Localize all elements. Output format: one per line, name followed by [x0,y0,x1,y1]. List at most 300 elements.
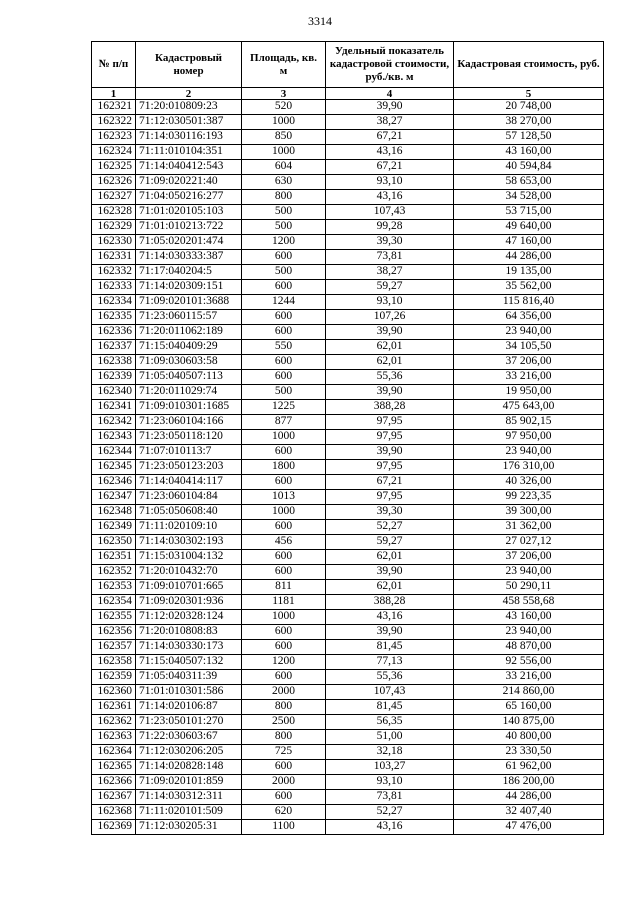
cell-cadastral-value: 37 206,00 [454,355,604,370]
cell-cadastral-value: 40 800,00 [454,730,604,745]
cell-unit-value: 52,27 [326,520,454,535]
cell-cadastral-number: 71:12:030206:205 [136,745,242,760]
table-row [92,535,604,550]
cell-cadastral-value: 44 286,00 [454,250,604,265]
cell-cadastral-value: 19 950,00 [454,385,604,400]
cell-row-number: 162346 [92,475,136,490]
cell-unit-value: 67,21 [326,160,454,175]
cell-cadastral-number: 71:17:040204:5 [136,265,242,280]
cell-cadastral-value: 23 330,50 [454,745,604,760]
table-row [92,415,604,430]
cell-area: 604 [242,160,326,175]
cell-cadastral-number: 71:11:020109:10 [136,520,242,535]
table-row [92,130,604,145]
cell-cadastral-number: 71:12:030205:31 [136,820,242,835]
cell-area: 600 [242,250,326,265]
cell-unit-value: 97,95 [326,460,454,475]
cell-unit-value: 43,16 [326,610,454,625]
cell-cadastral-number: 71:14:020828:148 [136,760,242,775]
table-row [92,505,604,520]
table-row [92,730,604,745]
cell-cadastral-number: 71:05:040311:39 [136,670,242,685]
cell-area: 600 [242,325,326,340]
cell-row-number: 162366 [92,775,136,790]
table-row [92,685,604,700]
cell-area: 500 [242,220,326,235]
cell-row-number: 162358 [92,655,136,670]
cell-cadastral-value: 23 940,00 [454,325,604,340]
cell-row-number: 162321 [92,100,136,115]
cell-cadastral-value: 47 476,00 [454,820,604,835]
cell-area: 1200 [242,655,326,670]
cell-cadastral-value: 40 594,84 [454,160,604,175]
cell-area: 800 [242,730,326,745]
cell-cadastral-number: 71:14:040414:117 [136,475,242,490]
cell-unit-value: 52,27 [326,805,454,820]
table-row [92,595,604,610]
cell-unit-value: 43,16 [326,820,454,835]
column-number: 1 [92,88,136,100]
table-row [92,610,604,625]
cell-unit-value: 107,43 [326,685,454,700]
cell-area: 600 [242,355,326,370]
cell-area: 1225 [242,400,326,415]
cell-unit-value: 97,95 [326,430,454,445]
cell-area: 1200 [242,235,326,250]
table-row [92,400,604,415]
cell-cadastral-number: 71:14:030330:173 [136,640,242,655]
table-row [92,625,604,640]
cell-row-number: 162364 [92,745,136,760]
cell-row-number: 162345 [92,460,136,475]
cell-row-number: 162355 [92,610,136,625]
table-row [92,445,604,460]
cell-cadastral-value: 97 950,00 [454,430,604,445]
cell-unit-value: 62,01 [326,340,454,355]
cell-row-number: 162340 [92,385,136,400]
cell-row-number: 162336 [92,325,136,340]
table-row [92,265,604,280]
header-cadastral-value: Кадастровая стоимость, руб. [454,42,604,88]
cell-cadastral-value: 53 715,00 [454,205,604,220]
column-number: 3 [242,88,326,100]
cell-row-number: 162365 [92,760,136,775]
cell-row-number: 162341 [92,400,136,415]
cell-unit-value: 93,10 [326,295,454,310]
table-row [92,655,604,670]
cell-cadastral-number: 71:14:020309:151 [136,280,242,295]
cell-unit-value: 43,16 [326,145,454,160]
cell-cadastral-number: 71:12:030501:387 [136,115,242,130]
table-row [92,295,604,310]
cell-cadastral-value: 31 362,00 [454,520,604,535]
cell-unit-value: 73,81 [326,250,454,265]
column-number: 5 [454,88,604,100]
cell-cadastral-value: 57 128,50 [454,130,604,145]
cell-cadastral-number: 71:09:020221:40 [136,175,242,190]
cadastral-value-table [91,41,604,835]
cell-cadastral-value: 34 528,00 [454,190,604,205]
cell-row-number: 162348 [92,505,136,520]
cell-row-number: 162325 [92,160,136,175]
cell-row-number: 162326 [92,175,136,190]
table-row [92,640,604,655]
cell-cadastral-number: 71:14:040412:543 [136,160,242,175]
cell-cadastral-number: 71:23:060115:57 [136,310,242,325]
cell-unit-value: 39,90 [326,445,454,460]
cell-row-number: 162362 [92,715,136,730]
table-row [92,220,604,235]
table-row [92,280,604,295]
cell-unit-value: 107,43 [326,205,454,220]
table-row [92,250,604,265]
cell-unit-value: 81,45 [326,640,454,655]
table-row [92,100,604,115]
cell-area: 600 [242,790,326,805]
cell-cadastral-number: 71:23:050123:203 [136,460,242,475]
cell-area: 600 [242,445,326,460]
cell-row-number: 162367 [92,790,136,805]
cell-unit-value: 55,36 [326,670,454,685]
cell-unit-value: 39,90 [326,565,454,580]
cell-row-number: 162331 [92,250,136,265]
cell-cadastral-number: 71:22:030603:67 [136,730,242,745]
cell-area: 811 [242,580,326,595]
cell-row-number: 162324 [92,145,136,160]
cell-cadastral-value: 43 160,00 [454,145,604,160]
table-row [92,175,604,190]
cell-area: 600 [242,565,326,580]
cell-row-number: 162330 [92,235,136,250]
cell-cadastral-number: 71:01:010301:586 [136,685,242,700]
cell-area: 1000 [242,145,326,160]
cell-cadastral-number: 71:09:010301:1685 [136,400,242,415]
cell-row-number: 162369 [92,820,136,835]
table-row [92,775,604,790]
header-cadastral-number: Кадастровый номер [136,42,242,88]
cell-unit-value: 62,01 [326,550,454,565]
cell-cadastral-number: 71:11:010104:351 [136,145,242,160]
cell-cadastral-value: 27 027,12 [454,535,604,550]
cell-area: 1013 [242,490,326,505]
cell-area: 877 [242,415,326,430]
column-number: 4 [326,88,454,100]
cell-unit-value: 39,90 [326,385,454,400]
cell-cadastral-number: 71:11:020101:509 [136,805,242,820]
cell-row-number: 162335 [92,310,136,325]
cell-cadastral-number: 71:07:010113:7 [136,445,242,460]
cell-cadastral-number: 71:05:020201:474 [136,235,242,250]
table-row [92,460,604,475]
cell-area: 600 [242,670,326,685]
cell-area: 850 [242,130,326,145]
cell-cadastral-number: 71:20:011062:189 [136,325,242,340]
table-row [92,565,604,580]
cell-row-number: 162352 [92,565,136,580]
cell-row-number: 162349 [92,520,136,535]
cell-cadastral-number: 71:20:011029:74 [136,385,242,400]
cell-cadastral-value: 140 875,00 [454,715,604,730]
cell-cadastral-number: 71:14:030116:193 [136,130,242,145]
cell-cadastral-value: 47 160,00 [454,235,604,250]
cell-cadastral-number: 71:14:030312:311 [136,790,242,805]
cell-unit-value: 77,13 [326,655,454,670]
table-row [92,700,604,715]
cell-unit-value: 39,30 [326,505,454,520]
cell-area: 600 [242,625,326,640]
cell-unit-value: 62,01 [326,580,454,595]
cell-area: 725 [242,745,326,760]
header-row-number: № п/п [92,42,136,88]
cell-cadastral-value: 475 643,00 [454,400,604,415]
cell-unit-value: 97,95 [326,415,454,430]
cell-cadastral-value: 20 748,00 [454,100,604,115]
cell-unit-value: 56,35 [326,715,454,730]
cell-cadastral-value: 49 640,00 [454,220,604,235]
table-row [92,325,604,340]
cell-cadastral-value: 39 300,00 [454,505,604,520]
cell-row-number: 162333 [92,280,136,295]
cell-cadastral-number: 71:09:020101:3688 [136,295,242,310]
cell-unit-value: 67,21 [326,475,454,490]
cell-cadastral-value: 37 206,00 [454,550,604,565]
cell-area: 600 [242,550,326,565]
cell-area: 2000 [242,775,326,790]
cell-row-number: 162350 [92,535,136,550]
cell-cadastral-number: 71:15:040409:29 [136,340,242,355]
cell-cadastral-number: 71:09:020301:936 [136,595,242,610]
cell-area: 500 [242,205,326,220]
cell-cadastral-number: 71:14:020106:87 [136,700,242,715]
cell-area: 1244 [242,295,326,310]
cell-cadastral-number: 71:09:020101:859 [136,775,242,790]
cell-area: 1800 [242,460,326,475]
table-row [92,580,604,595]
cell-unit-value: 39,90 [326,625,454,640]
cell-area: 456 [242,535,326,550]
cell-unit-value: 32,18 [326,745,454,760]
cell-cadastral-value: 33 216,00 [454,370,604,385]
header-area: Площадь, кв. м [242,42,326,88]
table-row [92,520,604,535]
cell-row-number: 162344 [92,445,136,460]
cell-cadastral-number: 71:05:040507:113 [136,370,242,385]
cell-area: 1000 [242,430,326,445]
cell-cadastral-number: 71:23:050118:120 [136,430,242,445]
table-row [92,160,604,175]
cell-unit-value: 51,00 [326,730,454,745]
table-row [92,340,604,355]
cell-row-number: 162347 [92,490,136,505]
column-number-row [92,88,604,100]
cell-cadastral-value: 99 223,35 [454,490,604,505]
cell-area: 600 [242,370,326,385]
cell-cadastral-number: 71:14:030333:387 [136,250,242,265]
cell-area: 1000 [242,505,326,520]
cell-area: 500 [242,265,326,280]
cell-cadastral-value: 32 407,40 [454,805,604,820]
cell-area: 550 [242,340,326,355]
cell-row-number: 162332 [92,265,136,280]
table-row [92,670,604,685]
cell-area: 600 [242,310,326,325]
cell-cadastral-number: 71:20:010809:23 [136,100,242,115]
cell-row-number: 162322 [92,115,136,130]
cell-area: 800 [242,700,326,715]
cell-cadastral-number: 71:12:020328:124 [136,610,242,625]
table-row [92,355,604,370]
cell-cadastral-value: 34 105,50 [454,340,604,355]
cell-area: 800 [242,190,326,205]
cell-row-number: 162351 [92,550,136,565]
table-row [92,715,604,730]
cell-cadastral-number: 71:23:060104:166 [136,415,242,430]
cell-row-number: 162323 [92,130,136,145]
cell-unit-value: 97,95 [326,490,454,505]
cell-cadastral-value: 65 160,00 [454,700,604,715]
cell-area: 2000 [242,685,326,700]
cell-cadastral-value: 186 200,00 [454,775,604,790]
cell-row-number: 162328 [92,205,136,220]
table-row [92,760,604,775]
cell-unit-value: 67,21 [326,130,454,145]
cell-cadastral-value: 115 816,40 [454,295,604,310]
cell-row-number: 162334 [92,295,136,310]
cell-cadastral-number: 71:09:010701:665 [136,580,242,595]
cell-area: 1000 [242,115,326,130]
cell-cadastral-number: 71:15:040507:132 [136,655,242,670]
cell-row-number: 162361 [92,700,136,715]
cell-cadastral-value: 85 902,15 [454,415,604,430]
cell-cadastral-number: 71:20:010432:70 [136,565,242,580]
table-header-row [92,42,604,88]
cell-cadastral-number: 71:01:010213:722 [136,220,242,235]
cell-cadastral-number: 71:04:050216:277 [136,190,242,205]
table-row [92,550,604,565]
cell-row-number: 162353 [92,580,136,595]
cell-unit-value: 39,90 [326,325,454,340]
cell-unit-value: 59,27 [326,280,454,295]
cell-cadastral-value: 214 860,00 [454,685,604,700]
cell-unit-value: 39,30 [326,235,454,250]
table-row [92,790,604,805]
table-row [92,745,604,760]
table-row [92,145,604,160]
cell-unit-value: 73,81 [326,790,454,805]
table-row [92,430,604,445]
cell-unit-value: 103,27 [326,760,454,775]
cell-area: 520 [242,100,326,115]
cell-unit-value: 55,36 [326,370,454,385]
cell-row-number: 162338 [92,355,136,370]
cell-cadastral-value: 38 270,00 [454,115,604,130]
cell-row-number: 162343 [92,430,136,445]
cell-unit-value: 99,28 [326,220,454,235]
cell-cadastral-value: 48 870,00 [454,640,604,655]
cell-unit-value: 388,28 [326,595,454,610]
cell-cadastral-value: 176 310,00 [454,460,604,475]
cell-area: 600 [242,280,326,295]
cell-unit-value: 388,28 [326,400,454,415]
column-number: 2 [136,88,242,100]
table-row [92,370,604,385]
table-body [92,100,604,835]
table-row [92,235,604,250]
cell-cadastral-value: 23 940,00 [454,565,604,580]
cell-area: 600 [242,475,326,490]
cell-area: 500 [242,385,326,400]
cell-cadastral-number: 71:09:030603:58 [136,355,242,370]
cell-cadastral-number: 71:23:060104:84 [136,490,242,505]
table-row [92,805,604,820]
cell-cadastral-value: 35 562,00 [454,280,604,295]
cell-cadastral-value: 43 160,00 [454,610,604,625]
cell-cadastral-value: 33 216,00 [454,670,604,685]
cell-row-number: 162359 [92,670,136,685]
cell-row-number: 162339 [92,370,136,385]
cell-row-number: 162363 [92,730,136,745]
table-row [92,115,604,130]
table-row [92,190,604,205]
cell-unit-value: 43,16 [326,190,454,205]
cell-unit-value: 38,27 [326,115,454,130]
cell-row-number: 162337 [92,340,136,355]
cell-area: 600 [242,520,326,535]
cell-cadastral-number: 71:23:050101:270 [136,715,242,730]
cell-row-number: 162368 [92,805,136,820]
cell-row-number: 162360 [92,685,136,700]
cell-unit-value: 81,45 [326,700,454,715]
cell-cadastral-number: 71:01:020105:103 [136,205,242,220]
cell-row-number: 162357 [92,640,136,655]
cell-cadastral-number: 71:15:031004:132 [136,550,242,565]
cell-row-number: 162354 [92,595,136,610]
cell-unit-value: 93,10 [326,775,454,790]
table-row [92,475,604,490]
cell-cadastral-value: 58 653,00 [454,175,604,190]
table-row [92,490,604,505]
cell-area: 600 [242,640,326,655]
cell-row-number: 162356 [92,625,136,640]
table-row [92,205,604,220]
cell-unit-value: 59,27 [326,535,454,550]
cell-cadastral-value: 50 290,11 [454,580,604,595]
cell-area: 620 [242,805,326,820]
cell-cadastral-number: 71:20:010808:83 [136,625,242,640]
cell-cadastral-value: 92 556,00 [454,655,604,670]
cell-area: 630 [242,175,326,190]
cell-cadastral-value: 458 558,68 [454,595,604,610]
cell-cadastral-value: 23 940,00 [454,625,604,640]
cell-cadastral-number: 71:14:030302:193 [136,535,242,550]
cell-unit-value: 38,27 [326,265,454,280]
cell-cadastral-value: 61 962,00 [454,760,604,775]
cell-cadastral-value: 19 135,00 [454,265,604,280]
table-row [92,385,604,400]
table-row [92,820,604,835]
cell-area: 1000 [242,610,326,625]
page-number: 3314 [308,14,332,28]
cell-unit-value: 107,26 [326,310,454,325]
cell-row-number: 162327 [92,190,136,205]
cell-unit-value: 93,10 [326,175,454,190]
cell-area: 600 [242,760,326,775]
cell-row-number: 162329 [92,220,136,235]
cell-cadastral-value: 64 356,00 [454,310,604,325]
cell-unit-value: 62,01 [326,355,454,370]
table-row [92,310,604,325]
cell-area: 1100 [242,820,326,835]
